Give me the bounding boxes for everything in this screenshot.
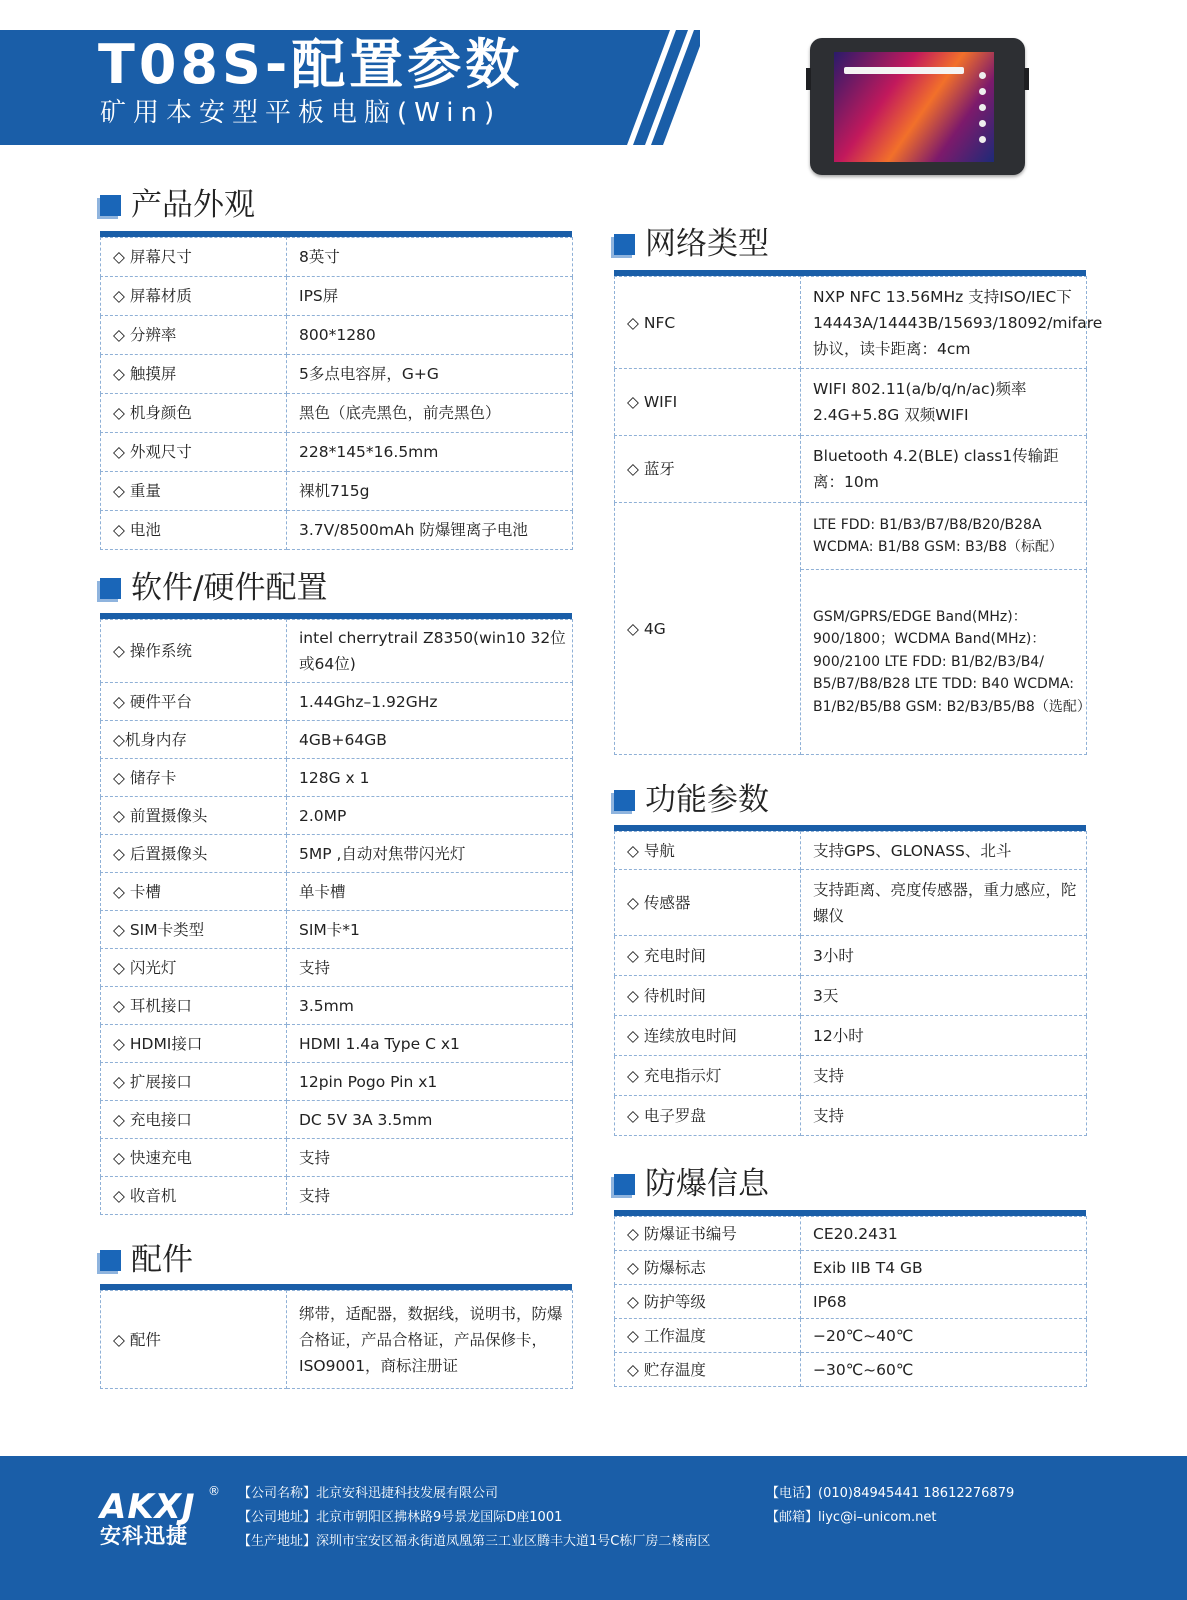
row-value: 绑带，适配器，数据线，说明书，防爆合格证，产品合格证，产品保修卡，ISO9001，商标注册证 xyxy=(287,1291,573,1389)
row-key: ◇ 触摸屏 xyxy=(101,355,287,394)
row-value: 支持GPS、GLONASS、北斗 xyxy=(801,832,1087,870)
table-row xyxy=(615,1096,1087,1136)
table-row xyxy=(101,949,573,987)
table-row xyxy=(101,759,573,797)
table-row xyxy=(101,620,573,683)
row-key: ◇ 扩展接口 xyxy=(101,1063,287,1101)
table-row xyxy=(615,1319,1087,1353)
network-table xyxy=(614,276,1103,755)
logo-mark: AKXJ xyxy=(100,1487,196,1527)
row-key: ◇ SIM卡类型 xyxy=(101,911,287,949)
row-value: 3.7V/8500mAh 防爆锂离子电池 xyxy=(287,511,573,550)
table-row xyxy=(101,911,573,949)
section-square-icon xyxy=(614,1174,635,1195)
row-value: 3.5mm xyxy=(287,987,573,1025)
table-row xyxy=(101,1025,573,1063)
table-row xyxy=(101,277,573,316)
tablet-product-image xyxy=(810,38,1025,175)
row-key: ◇ 前置摄像头 xyxy=(101,797,287,835)
section-square-icon xyxy=(100,1250,121,1271)
table-row xyxy=(615,277,1087,369)
table-row xyxy=(101,1063,573,1101)
section-title-hardware: 软件/硬件配置 xyxy=(100,573,327,604)
table-row xyxy=(101,987,573,1025)
table-row xyxy=(101,797,573,835)
table-row xyxy=(615,832,1087,870)
section-title-accessories: 配件 xyxy=(100,1245,193,1276)
row-value: 3小时 xyxy=(801,936,1087,976)
row-value: 12pin Pogo Pin x1 xyxy=(287,1063,573,1101)
row-value: 1.44Ghz–1.92GHz xyxy=(287,683,573,721)
email: 【邮箱】liyc@i–unicom.net xyxy=(766,1510,937,1525)
section-title-function: 功能参数 xyxy=(614,785,769,816)
table-row xyxy=(101,394,573,433)
section-square-icon xyxy=(614,234,635,255)
page-title: T08S-配置参数 xyxy=(98,33,524,96)
row-key: ◇ 屏幕材质 xyxy=(101,277,287,316)
table-row xyxy=(615,1016,1087,1056)
table-row xyxy=(615,1285,1087,1319)
row-key: ◇ 充电指示灯 xyxy=(615,1056,801,1096)
row-value: SIM卡*1 xyxy=(287,911,573,949)
row-key: ◇ 防护等级 xyxy=(615,1285,801,1319)
row-key: ◇ 充电时间 xyxy=(615,936,801,976)
row-value: HDMI 1.4a Type C x1 xyxy=(287,1025,573,1063)
row-value: LTE FDD: B1/B3/B7/B8/B20/B28A WCDMA: B1/B8 GSM: B3/B8（标配） xyxy=(801,503,1087,570)
table-row xyxy=(615,1251,1087,1285)
row-key: ◇ 充电接口 xyxy=(101,1101,287,1139)
table-row xyxy=(101,1101,573,1139)
row-value: NXP NFC 13.56MHz 支持ISO/IEC下14443A/14443B/15693/18092/mifare 协议，读卡距离：4cm xyxy=(801,277,1087,369)
row-key: ◇ 4G xyxy=(615,503,801,755)
table-row xyxy=(615,436,1087,503)
table-row xyxy=(101,721,573,759)
logo-chinese-name: 安科迅捷 xyxy=(100,1524,188,1548)
section-square-icon xyxy=(100,195,121,216)
section-square-icon xyxy=(614,790,635,811)
hardware-table xyxy=(100,619,573,1215)
row-key: ◇ 连续放电时间 xyxy=(615,1016,801,1056)
row-value: 228*145*16.5mm xyxy=(287,433,573,472)
table-row xyxy=(615,870,1087,936)
row-value: −20℃~40℃ xyxy=(801,1319,1087,1353)
row-value: CE20.2431 xyxy=(801,1217,1087,1251)
table-row xyxy=(101,355,573,394)
table-row xyxy=(101,433,573,472)
table-row xyxy=(101,238,573,277)
section-title-explosion: 防爆信息 xyxy=(614,1169,769,1200)
table-row xyxy=(101,472,573,511)
company-logo xyxy=(100,1484,220,1550)
row-value: 2.0MP xyxy=(287,797,573,835)
row-value: 单卡槽 xyxy=(287,873,573,911)
row-value: Bluetooth 4.2(BLE) class1传输距离：10m xyxy=(801,436,1087,503)
table-row xyxy=(101,511,573,550)
row-value: 128G x 1 xyxy=(287,759,573,797)
row-value: −30℃~60℃ xyxy=(801,1353,1087,1387)
company-address: 【公司地址】北京市朝阳区拂林路9号景龙国际D座1001 xyxy=(238,1510,563,1525)
table-row xyxy=(615,503,1087,570)
row-key: ◇ 快速充电 xyxy=(101,1139,287,1177)
row-key: ◇ 收音机 xyxy=(101,1177,287,1215)
row-value: 800*1280 xyxy=(287,316,573,355)
row-value: 黑色（底壳黑色，前壳黑色） xyxy=(287,394,573,433)
function-table xyxy=(614,831,1087,1136)
row-value: GSM/GPRS/EDGE Band(MHz)：900/1800；WCDMA Band(MHz)：900/2100 LTE FDD: B1/B2/B3/B4/ B5/B7/B8/B28 LTE TDD: B40 WCDMA: B1/B2/B5/B8 GSM: B2/B3/B5/B8（选配） xyxy=(801,570,1087,755)
row-key: ◇ 配件 xyxy=(101,1291,287,1389)
row-key: ◇ 蓝牙 xyxy=(615,436,801,503)
row-key: ◇ 闪光灯 xyxy=(101,949,287,987)
row-value: intel cherrytrail Z8350(win10 32位或64位) xyxy=(287,620,573,683)
row-value: 支持 xyxy=(287,1139,573,1177)
table-row xyxy=(615,1217,1087,1251)
table-row xyxy=(615,936,1087,976)
row-value: IPS屏 xyxy=(287,277,573,316)
phone: 【电话】(010)84945441 18612276879 xyxy=(766,1486,1015,1501)
accessories-table xyxy=(100,1290,573,1389)
row-key: ◇ HDMI接口 xyxy=(101,1025,287,1063)
section-square-icon xyxy=(100,578,121,599)
row-key: ◇ 工作温度 xyxy=(615,1319,801,1353)
row-key: ◇ 电池 xyxy=(101,511,287,550)
row-value: 支持 xyxy=(287,949,573,987)
row-key: ◇ 后置摄像头 xyxy=(101,835,287,873)
row-key: ◇ 机身颜色 xyxy=(101,394,287,433)
row-key: ◇ 贮存温度 xyxy=(615,1353,801,1387)
table-row xyxy=(101,835,573,873)
row-key: ◇ 防爆证书编号 xyxy=(615,1217,801,1251)
row-value: 5多点电容屏，G+G xyxy=(287,355,573,394)
row-key: ◇ 卡槽 xyxy=(101,873,287,911)
table-row xyxy=(615,1353,1087,1387)
row-value: 4GB+64GB xyxy=(287,721,573,759)
table-row xyxy=(101,873,573,911)
row-key: ◇ 分辨率 xyxy=(101,316,287,355)
row-key: ◇ 待机时间 xyxy=(615,976,801,1016)
row-value: WIFI 802.11(a/b/q/n/ac)频率2.4G+5.8G 双频WIFI xyxy=(801,369,1087,436)
row-key: ◇ 外观尺寸 xyxy=(101,433,287,472)
table-row xyxy=(101,1291,573,1389)
row-key: ◇ NFC xyxy=(615,277,801,369)
table-row xyxy=(101,1177,573,1215)
row-value: DC 5V 3A 3.5mm xyxy=(287,1101,573,1139)
row-key: ◇ 储存卡 xyxy=(101,759,287,797)
row-value: 支持 xyxy=(801,1056,1087,1096)
table-row xyxy=(101,683,573,721)
section-title-appearance: 产品外观 xyxy=(100,190,255,221)
row-key: ◇ 耳机接口 xyxy=(101,987,287,1025)
registered-mark: ® xyxy=(208,1484,220,1498)
row-value: 5MP ,自动对焦带闪光灯 xyxy=(287,835,573,873)
row-key: ◇ 硬件平台 xyxy=(101,683,287,721)
row-key: ◇ 电子罗盘 xyxy=(615,1096,801,1136)
row-value: 支持距离、亮度传感器，重力感应，陀螺仪 xyxy=(801,870,1087,936)
row-value: IP68 xyxy=(801,1285,1087,1319)
footer-contact-left xyxy=(238,1482,710,1554)
page-subtitle: 矿用本安型平板电脑(Win) xyxy=(100,98,502,128)
row-key: ◇机身内存 xyxy=(101,721,287,759)
row-value: 支持 xyxy=(801,1096,1087,1136)
table-row xyxy=(101,1139,573,1177)
row-key: ◇ 操作系统 xyxy=(101,620,287,683)
row-value: 裸机715g xyxy=(287,472,573,511)
row-key: ◇ 传感器 xyxy=(615,870,801,936)
table-row xyxy=(101,316,573,355)
table-row xyxy=(615,369,1087,436)
row-value: 8英寸 xyxy=(287,238,573,277)
row-key: ◇ WIFI xyxy=(615,369,801,436)
row-key: ◇ 屏幕尺寸 xyxy=(101,238,287,277)
row-value: 支持 xyxy=(287,1177,573,1215)
footer-contact-right xyxy=(766,1482,1014,1530)
company-name: 【公司名称】北京安科迅捷科技发展有限公司 xyxy=(238,1486,499,1501)
section-title-network: 网络类型 xyxy=(614,229,769,260)
table-row xyxy=(615,976,1087,1016)
row-key: ◇ 导航 xyxy=(615,832,801,870)
row-key: ◇ 重量 xyxy=(101,472,287,511)
explosion-table xyxy=(614,1216,1087,1387)
row-value: 3天 xyxy=(801,976,1087,1016)
factory-address: 【生产地址】深圳市宝安区福永街道凤凰第三工业区腾丰大道1号C栋厂房二楼南区 xyxy=(238,1534,711,1549)
appearance-table xyxy=(100,237,573,550)
row-key: ◇ 防爆标志 xyxy=(615,1251,801,1285)
table-row xyxy=(615,1056,1087,1096)
row-value: 12小时 xyxy=(801,1016,1087,1056)
row-value: Exib IIB T4 GB xyxy=(801,1251,1087,1285)
